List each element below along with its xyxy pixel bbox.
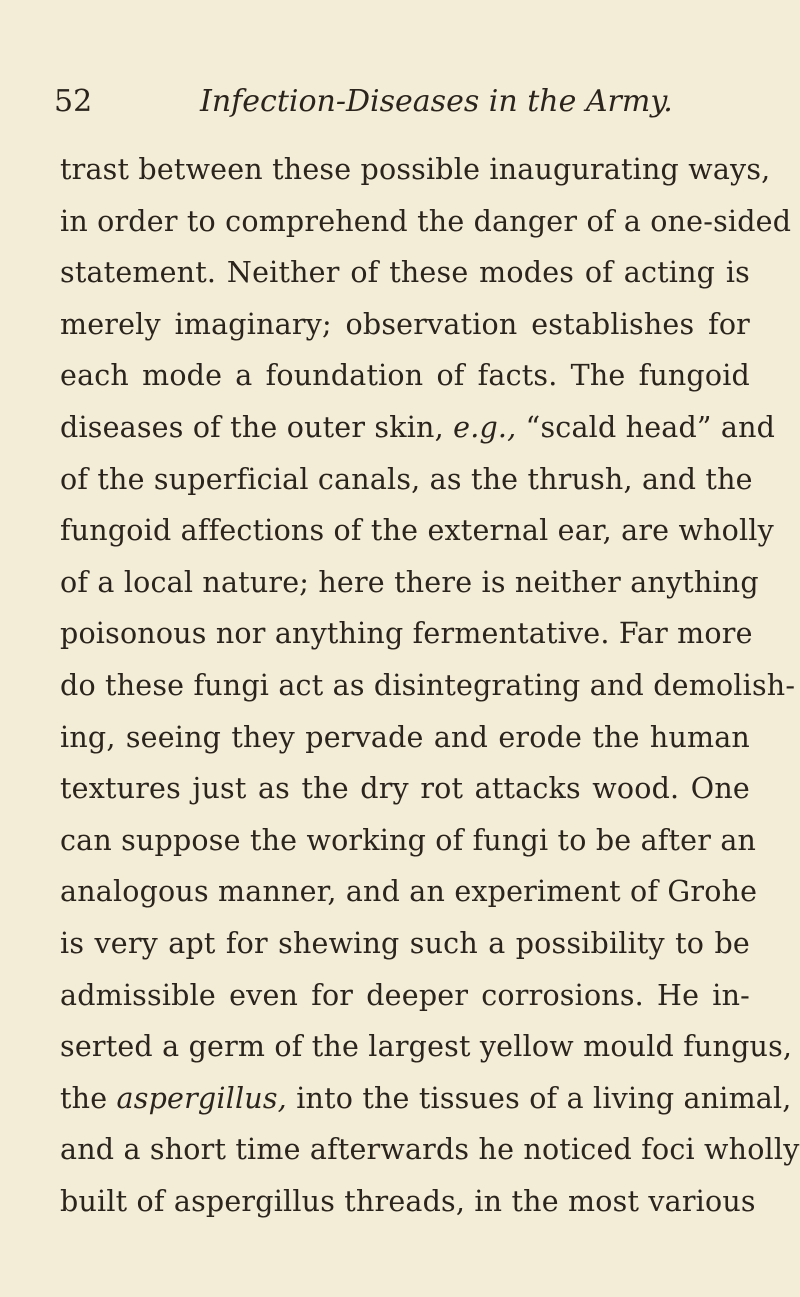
text-segment: merely imaginary; observation establishes for — [60, 307, 750, 341]
italic-text: aspergillus, — [116, 1081, 287, 1115]
text-segment: serted a germ of the largest yellow mould fungus, — [60, 1030, 793, 1064]
text-line — [60, 557, 759, 609]
text-line — [60, 196, 792, 248]
text-segment: diseases of the outer skin, — [60, 410, 454, 444]
text-segment: textures just as the dry rot attacks wood. One — [60, 772, 750, 806]
text-line — [60, 144, 771, 196]
text-segment: the — [60, 1081, 117, 1115]
text-line — [60, 763, 750, 815]
text-line — [60, 970, 750, 1022]
text-segment: statement. Neither of these modes of acting is — [60, 256, 750, 290]
text-segment: poisonous nor anything fermentative. Far more — [60, 617, 753, 651]
text-line — [60, 1021, 793, 1073]
text-line — [60, 815, 757, 867]
text-segment: in order to comprehend the danger of a one-sided — [60, 204, 792, 238]
text-line — [60, 712, 750, 764]
text-segment: is very apt for shewing such a possibility to be — [60, 926, 750, 960]
body-paragraph — [60, 144, 800, 1227]
text-segment: fungoid affections of the external ear, are wholly — [60, 514, 774, 548]
text-segment: trast between these possible inaugurating ways, — [60, 153, 771, 186]
italic-text: e.g., — [453, 410, 517, 444]
text-line — [60, 918, 750, 970]
text-segment: can suppose the working of fungi to be after an — [60, 823, 757, 857]
text-segment: of a local nature; here there is neither anything — [60, 565, 759, 599]
text-segment: each mode a foundation of facts. The fungoid — [60, 359, 750, 393]
text-line — [60, 402, 776, 454]
text-segment: ing, seeing they pervade and erode the human — [60, 720, 750, 754]
text-line — [60, 299, 750, 351]
text-line — [60, 1073, 792, 1125]
text-segment: of the superficial canals, as the thrush, and the — [60, 462, 753, 496]
text-line — [60, 866, 758, 918]
text-segment: “scald head” and — [516, 410, 776, 444]
text-line — [60, 608, 753, 660]
text-segment: built of aspergillus threads, in the most various — [60, 1184, 756, 1218]
text-line — [60, 505, 774, 557]
text-segment: and a short time afterwards he noticed foci wholly — [60, 1133, 800, 1167]
text-line — [60, 1124, 800, 1176]
text-segment: into the tissues of a living animal, — [286, 1081, 792, 1115]
text-line — [60, 660, 796, 712]
text-line — [60, 350, 750, 402]
page-number: 52 — [54, 84, 93, 119]
text-line — [60, 454, 753, 506]
text-line — [60, 247, 750, 299]
text-segment: analogous manner, and an experiment of Grohe — [60, 875, 758, 909]
running-title: Infection-Diseases in the Army. — [200, 84, 673, 119]
text-segment: admissible even for deeper corrosions. He in- — [60, 978, 750, 1012]
text-segment: do these fungi act as disintegrating and demolish- — [60, 668, 796, 702]
running-head — [54, 80, 750, 124]
text-line — [60, 1176, 756, 1228]
